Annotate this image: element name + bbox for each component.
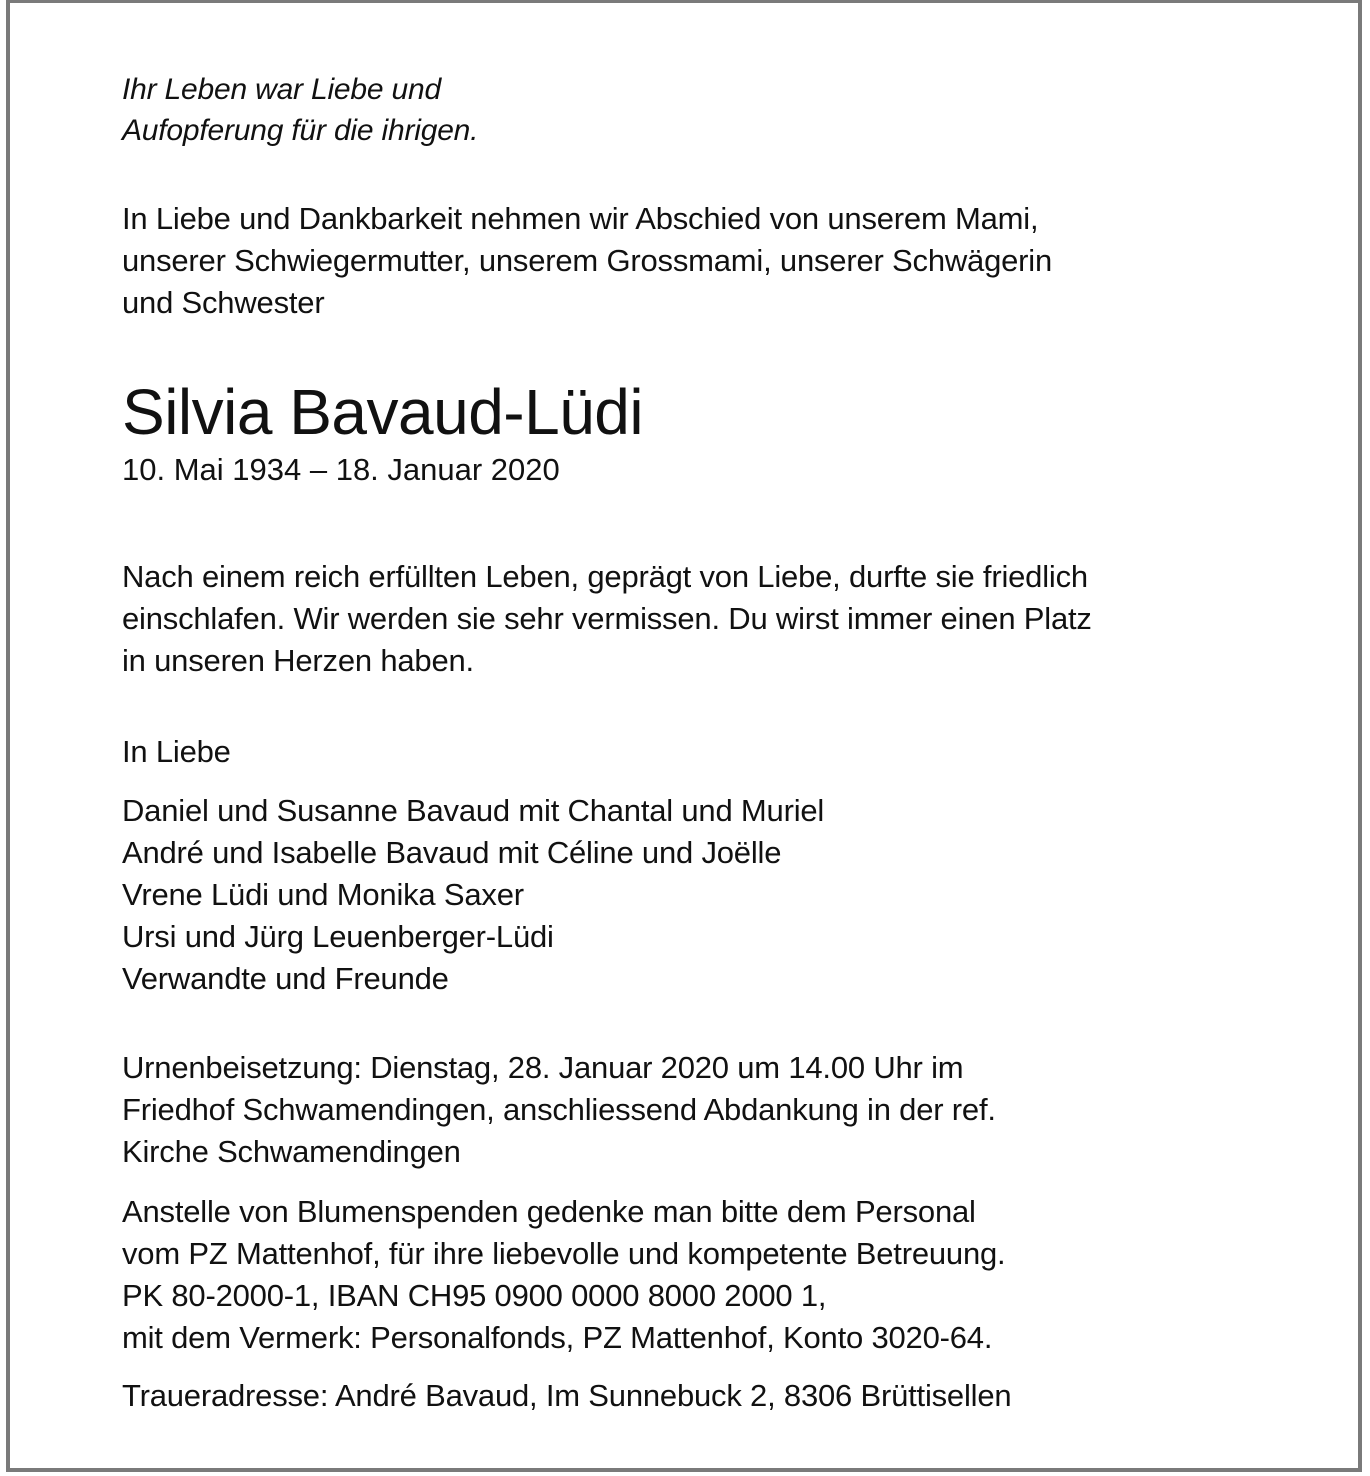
- mourner-item: Daniel und Susanne Bavaud mit Chantal und Muriel: [122, 793, 825, 828]
- ceremony-line: Urnenbeisetzung: Dienstag, 28. Januar 2020 um 14.00 Uhr im: [122, 1050, 964, 1085]
- deceased-block: [122, 376, 643, 490]
- intro-line: In Liebe und Dankbarkeit nehmen wir Abschied von unserem Mami,: [122, 201, 1039, 236]
- deceased-dates: 10. Mai 1934 – 18. Januar 2020: [122, 452, 560, 487]
- motto-line: Ihr Leben war Liebe und: [122, 73, 441, 106]
- ceremony-line: Kirche Schwamendingen: [122, 1134, 461, 1169]
- intro-line: unserer Schwiegermutter, unserem Grossmami, unserer Schwägerin: [122, 243, 1053, 278]
- tribute-line: einschlafen. Wir werden sie sehr vermissen. Du wirst immer einen Platz: [122, 601, 1092, 636]
- mourning-address: [122, 1375, 1011, 1417]
- tribute-line: Nach einem reich erfüllten Leben, geprägt von Liebe, durfte sie friedlich: [122, 559, 1088, 594]
- motto: [122, 69, 478, 151]
- deceased-name: Silvia Bavaud-Lüdi: [122, 376, 644, 448]
- obituary-frame: [6, 0, 1362, 1472]
- mourners-list: [122, 790, 824, 1000]
- mourner-item: André und Isabelle Bavaud mit Céline und Joëlle: [122, 835, 782, 870]
- ceremony-line: Friedhof Schwamendingen, anschliessend Abdankung in der ref.: [122, 1092, 996, 1127]
- donation-line: PK 80-2000-1, IBAN CH95 0900 0000 8000 2000 1,: [122, 1278, 827, 1313]
- motto-line: Aufopferung für die ihrigen.: [122, 114, 479, 147]
- tribute-line: in unseren Herzen haben.: [122, 643, 474, 678]
- address-text: Traueradresse: André Bavaud, Im Sunnebuck 2, 8306 Brüttisellen: [122, 1378, 1012, 1413]
- ceremony-info: [122, 1047, 996, 1173]
- closing-greeting: [122, 731, 231, 773]
- mourner-item: Ursi und Jürg Leuenberger-Lüdi: [122, 919, 554, 954]
- donation-line: Anstelle von Blumenspenden gedenke man bitte dem Personal: [122, 1194, 976, 1229]
- tribute-text: [122, 556, 1092, 682]
- donation-line: mit dem Vermerk: Personalfonds, PZ Mattenhof, Konto 3020-64.: [122, 1320, 993, 1355]
- donation-info: [122, 1191, 1005, 1359]
- mourner-item: Vrene Lüdi und Monika Saxer: [122, 877, 524, 912]
- donation-line: vom PZ Mattenhof, für ihre liebevolle und kompetente Betreuung.: [122, 1236, 1006, 1271]
- intro-text: [122, 198, 1052, 324]
- closing-text: In Liebe: [122, 734, 231, 769]
- mourner-item: Verwandte und Freunde: [122, 961, 449, 996]
- intro-line: und Schwester: [122, 285, 325, 320]
